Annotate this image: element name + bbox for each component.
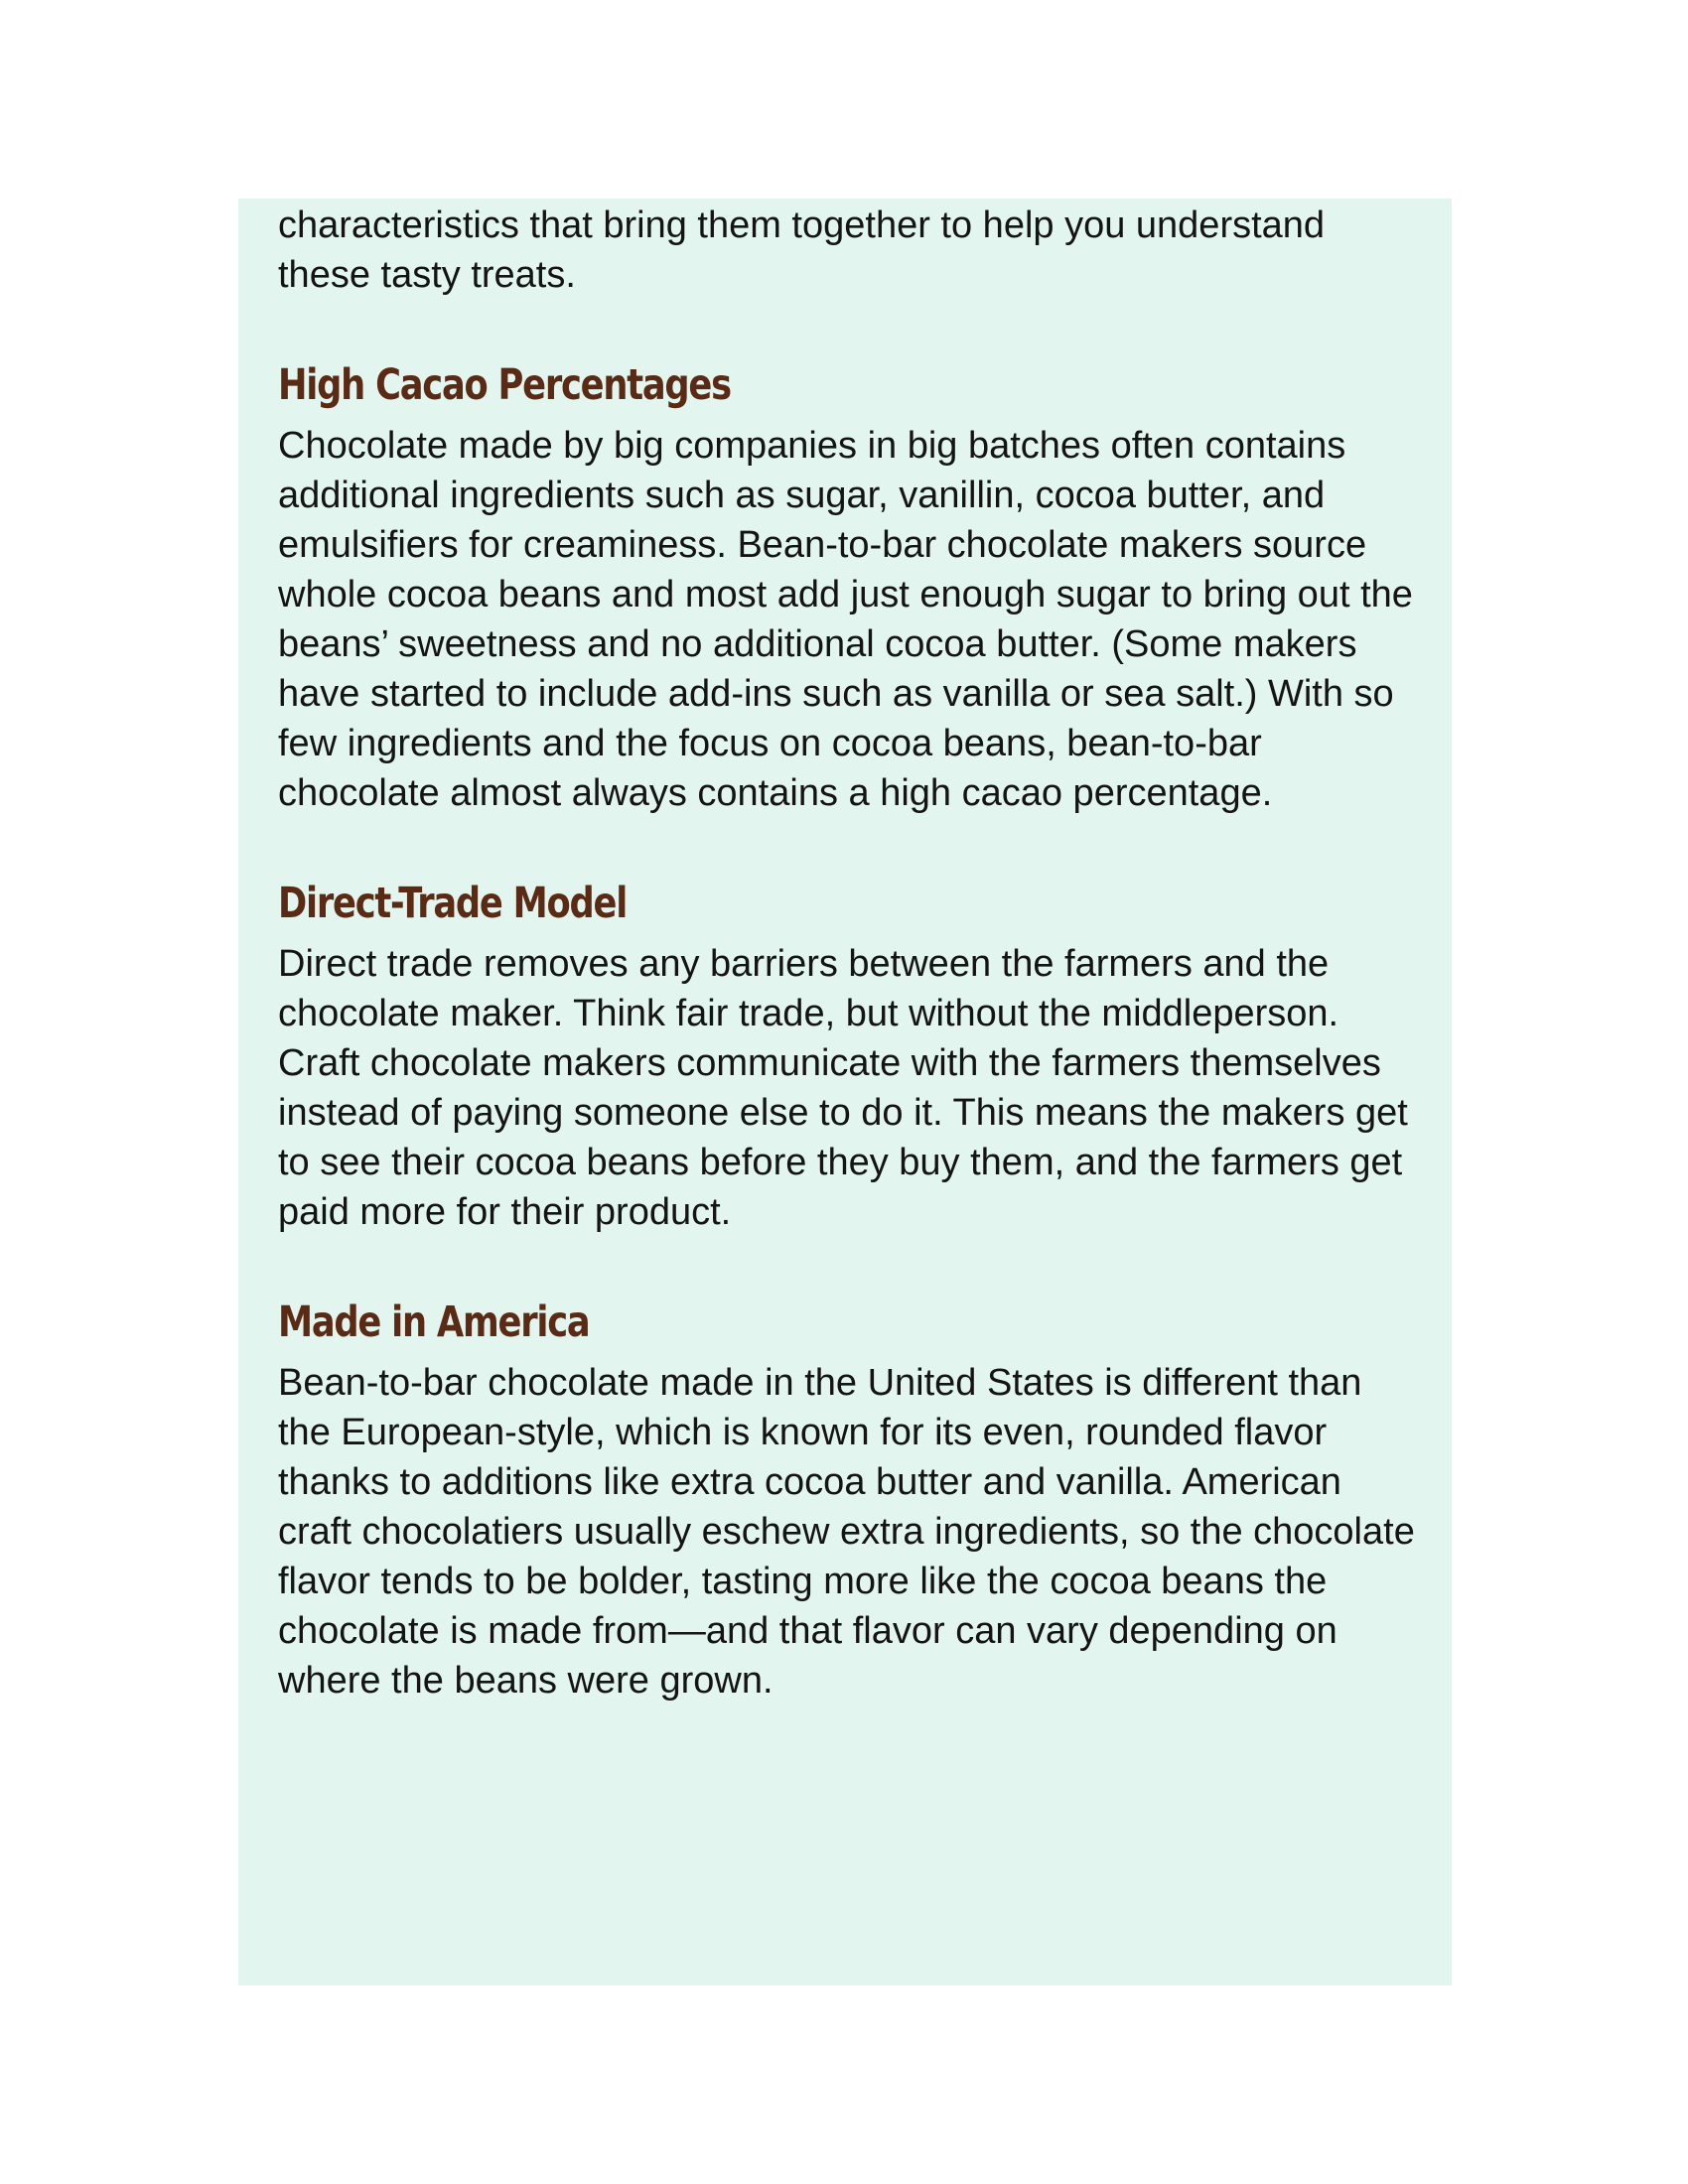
heading-made-in-america: Made in America	[278, 1297, 590, 1347]
paragraph-direct-trade-model: Direct trade removes any barriers between the farmers and the chocolate maker. Think fair trade, but without the middleperson. Craft chocolate makers communicate with the farmers themselves instead of paying someone else to do it. This means the makers get to see their cocoa beans before they buy them, and the farmers get paid more for their product.	[278, 943, 1408, 1233]
content-panel	[238, 199, 1452, 1985]
paragraph-made-in-america: Bean-to-bar chocolate made in the United States is different than the European-style, which is known for its even, rounded flavor thanks to additions like extra cocoa butter and vanilla. American craft chocolatiers usually eschew extra ingredients, so the chocolate flavor tends to be bolder, tasting more like the cocoa beans the chocolate is made from—and that flavor can vary depending on where the beans were grown.	[278, 1362, 1415, 1702]
intro-paragraph: characteristics that bring them together to help you understand these tasty treats.	[278, 205, 1326, 296]
heading-direct-trade-model: Direct-Trade Model	[278, 879, 628, 928]
heading-high-cacao-percentages: High Cacao Percentages	[278, 360, 731, 410]
paragraph-high-cacao-percentages: Chocolate made by big companies in big batches often contains additional ingredients such as sugar, vanillin, cocoa butter, and emulsifiers for creaminess. Bean-to-bar chocolate makers source whole cocoa beans and most add just enough sugar to bring out the beans’ sweetness and no additional cocoa butter. (Some makers have started to include add-ins such as vanilla or sea salt.) With so few ingredients and the focus on cocoa beans, bean-to-bar chocolate almost always contains a high cacao percentage.	[278, 425, 1413, 814]
